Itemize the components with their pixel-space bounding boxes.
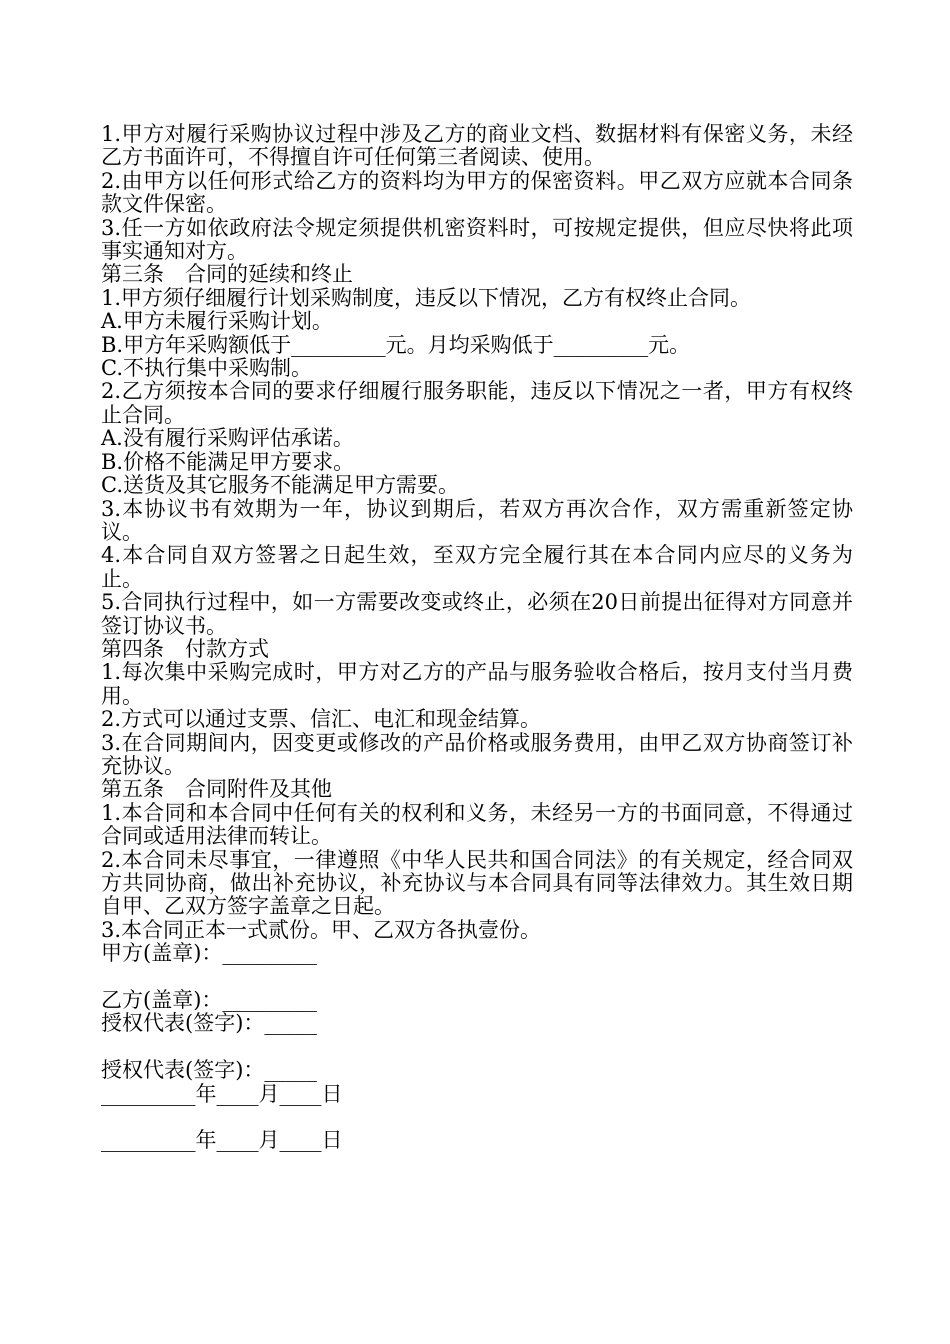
clause-line: 3.在合同期间内，因变更或修改的产品价格或服务费用，由甲乙双方协商签订补充协议。 bbox=[101, 730, 853, 778]
clause-line: B.价格不能满足甲方要求。 bbox=[101, 449, 355, 474]
clause-line: A.甲方未履行采购计划。 bbox=[101, 309, 333, 334]
spacer bbox=[101, 966, 853, 989]
clause-line: 3.本协议书有效期为一年，协议到期后，若双方再次合作，双方需重新签定协议。 bbox=[101, 496, 853, 544]
clause-line: 1.每次集中采购完成时，甲方对乙方的产品与服务验收合格后，按月支付当月费用。 bbox=[101, 660, 853, 708]
signing-date: _________年____月____日 bbox=[101, 1081, 343, 1106]
signing-date: _________年____月____日 bbox=[101, 1128, 343, 1153]
clause-line: 2.乙方须按本合同的要求仔细履行服务职能，违反以下情况之一者，甲方有权终止合同。 bbox=[101, 379, 853, 427]
clause-line: 1.甲方对履行采购协议过程中涉及乙方的商业文档、数据材料有保密义务，未经乙方书面许可，不得擅自许可任何第三者阅读、使用。 bbox=[101, 122, 853, 170]
article-heading: 第四条 付款方式 bbox=[101, 636, 269, 661]
clause-line: C.不执行集中采购制。 bbox=[101, 356, 312, 381]
clause-line: A.没有履行采购评估承诺。 bbox=[101, 426, 354, 451]
clause-line: B.甲方年采购额低于_________元。月均采购低于_________元。 bbox=[101, 332, 691, 357]
clause-line: 3.任一方如依政府法令规定须提供机密资料时，可按规定提供，但应尽快将此项事实通知对方。 bbox=[101, 215, 853, 264]
clause-line: 1.本合同和本合同中任何有关的权利和义务，未经另一方的书面同意，不得通过合同或适用法律而转让。 bbox=[101, 800, 853, 849]
party-b-seal: 乙方(盖章)：_________ bbox=[101, 988, 317, 1013]
clause-line: 2.本合同未尽事宜，一律遵照《中华人民共和国合同法》的有关规定，经合同双方共同协商，做出补充协议，补充协议与本合同具有同等法律效力。其生效日期自甲、乙双方签字盖章之日起。 bbox=[101, 847, 853, 919]
article-heading: 第三条 合同的延续和终止 bbox=[101, 262, 353, 287]
clause-line: 5.合同执行过程中，如一方需要改变或终止，必须在20日前提出征得对方同意并签订协议书。 bbox=[101, 590, 853, 638]
clause-line: C.送货及其它服务不能满足甲方需要。 bbox=[101, 473, 459, 498]
clause-line: 3.本合同正本一式贰份。甲、乙双方各执壹份。 bbox=[101, 917, 542, 942]
clause-line: 2.方式可以通过支票、信汇、电汇和现金结算。 bbox=[101, 707, 542, 732]
party-a-seal: 甲方(盖章)：_________ bbox=[101, 941, 317, 966]
clause-line: 2.由甲方以任何形式给乙方的资料均为甲方的保密资料。甲乙双方应就本合同条款文件保密。 bbox=[101, 168, 853, 217]
article-heading: 第五条 合同附件及其他 bbox=[101, 777, 332, 802]
contract-page bbox=[101, 123, 853, 1153]
clause-line: 1.甲方须仔细履行计划采购制度，违反以下情况，乙方有权终止合同。 bbox=[101, 285, 752, 310]
signature-block bbox=[101, 942, 853, 1153]
spacer bbox=[101, 1036, 853, 1059]
authorized-rep-signature: 授权代表(签字)：_____ bbox=[101, 1058, 317, 1083]
authorized-rep-signature: 授权代表(签字)：_____ bbox=[101, 1011, 317, 1036]
spacer bbox=[101, 1106, 853, 1129]
clause-line: 4.本合同自双方签署之日起生效，至双方完全履行其在本合同内应尽的义务为止。 bbox=[101, 543, 853, 591]
